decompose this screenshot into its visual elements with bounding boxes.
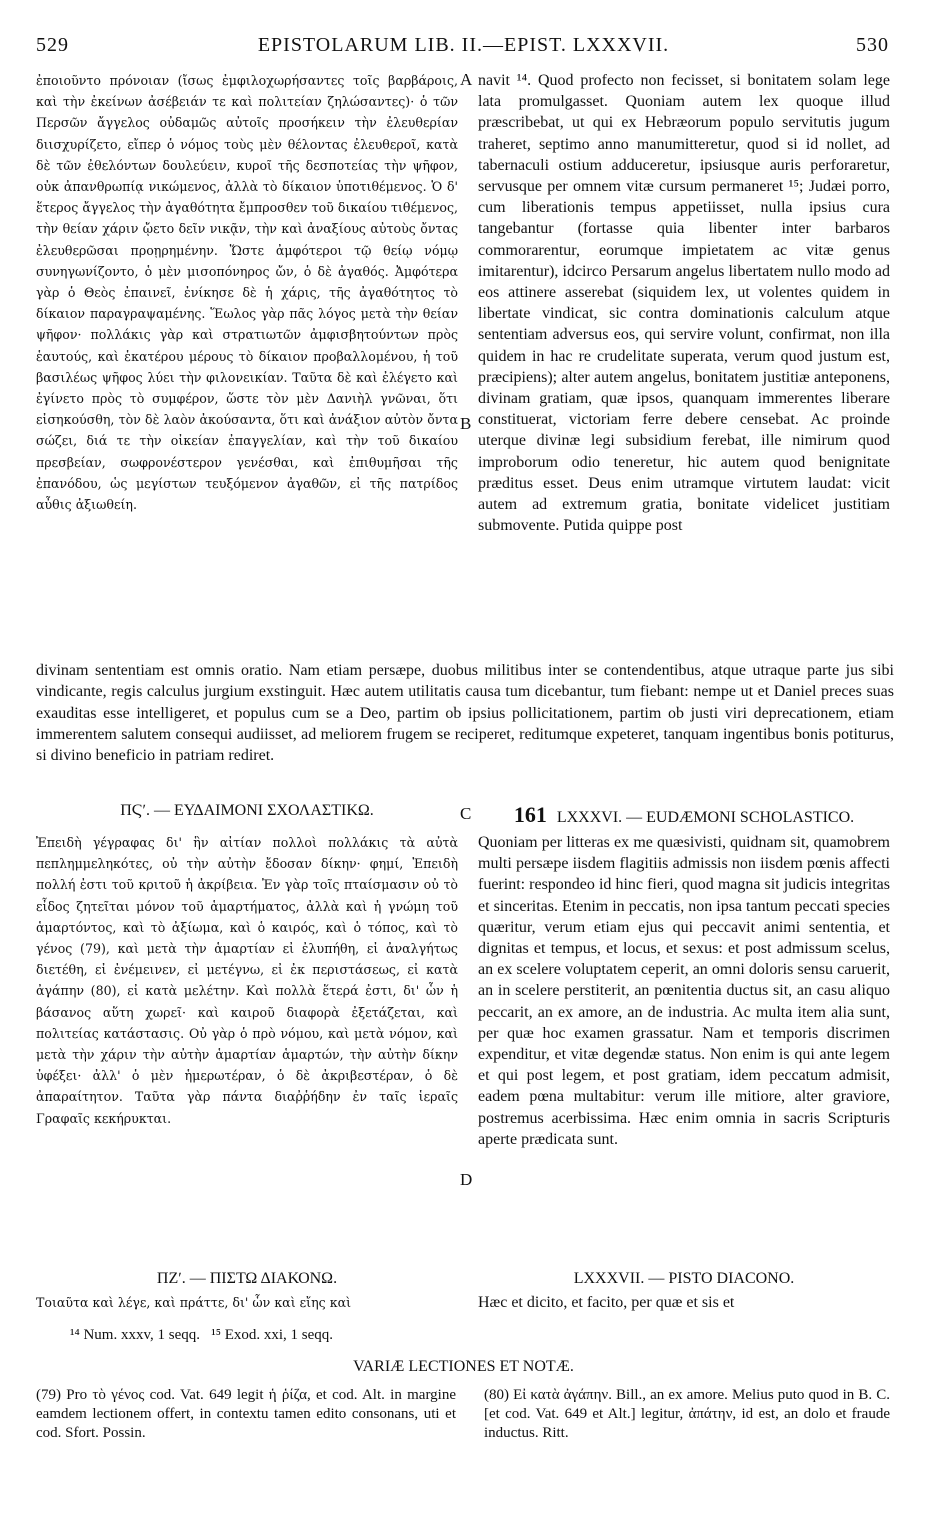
greek-heading-letter-86: ΠϚʹ. — ΕΥΔΑΙΜΟΝΙ ΣΧΟΛΑΣΤΙΚΩ. <box>120 802 374 819</box>
latin-heading-letter-86 <box>478 802 890 828</box>
scripture-references: ¹⁴ Num. xxxv, 1 seqq. ¹⁵ Exod. xxi, 1 seqq. <box>70 1327 334 1343</box>
margin-marker-c: C <box>460 804 472 823</box>
margin-marker-d: D <box>460 1170 473 1189</box>
latin-heading-text: LXXXVI. — EUDÆMONI SCHOLASTICO. <box>556 809 855 826</box>
greek-heading-letter-87: ΠΖʹ. — ΠΙΣΤΩ ΔΙΑΚΟΝΩ. <box>156 1270 338 1287</box>
latin-column-top: navit ¹⁴. Quod profecto non fecisset, si bonitatem solam lege lata promulgasset. Quoniam autem lex quoque illud præscribebat, ut qui ex Hebræorum populo servitutis jugum traheret, septimo anno manumitteretur, quod si id nollet, ad tabernaculi ostium adduceretur, ipsiusque auris perforaretur, servusque per omnem vitæ cursum permaneret ¹⁵; Judæi porro, cum liberationis tempus appetiisset, nulla ipsius cura tangebantur (fortasse quia libenter inter barbaros commorarentur, eorumque impietatem ac vitæ genus imitarentur), idcirco Persarum angelus libertatem nullo modo ad eos attinere asserebat (siquidem lex, ut volentes quidem in libertate vindicat, sic contra dominationis calculum atque sententiam adversus eos, qui servire volunt, confirmat, non illa quidem in hac re crudelitate superata, verum quod justum est, præcipiens); alter autem angelus, bonitatem justitiæ anteponens, divinam gratiam, quæ ipsos, quanquam immerentes liberare constituerat, victoriam ferre debere censebat. Ac proinde uterque divinæ legi subsidium ferebat, ille nimirum quod improborum odio teneretur, hic autem quod benignitate præditus esset. Deus enim utramque virtutem laudat: vicit autem ad extremum gratia, bonitate videlicet justitiam submovente. Putida quippe post <box>478 72 890 535</box>
notes-heading: VARIÆ LECTIONES ET NOTÆ. <box>353 1358 574 1375</box>
greek-body-letter-86: Ἐπειδὴ γέγραφας δι' ἣν αἰτίαν πολλοὶ πολλάκις τὰ αὐτὰ πεπλημμεληκότες, οὐ τὴν αὐτὴν ἔδοσαν δίκην· φημί, Ἐπειδὴ πολλή ἐστι τοῦ κριτοῦ ἡ ἀκρίβεια. Ἐν γὰρ τοῖς πταίσμασιν οὐ τὸ εἶδος ζητεῖται μόνον τοῦ ἁμαρτήματος, ἀλλὰ καὶ ἡ γνώμη τοῦ ἁμαρτόντος, καὶ τὸ ἀξίωμα, καὶ ὁ καιρός, καὶ ὁ τόπος, καὶ τὸ γένος (79), καὶ μετὰ τὴν ἁμαρτίαν εἰ ἐλυπήθη, εἰ ἀναλγήτως διετέθη, εἰ ἐνέμεινεν, εἰ μετέγνω, εἰ ἐκ περιστάσεως, εἰ κατὰ ἀγάπην (80), εἰ κατὰ μελέτην. Καὶ πολλὰ ἕτερά ἐστι, δι' ὧν ἡ βάσανος αὕτη χωρεῖ· καὶ καιροῦ διαφορὰ ἐξετάζεται, καὶ πολιτείας κατάστασις. Οὐ γὰρ ὁ πρὸ νόμου, καὶ μετὰ νόμον, καὶ μετὰ τὴν χάριν τὴν αὐτὴν ἁμαρτίαν ἁμαρτών, τὴν αὐτὴν δίκην ὑφέξει· ἀλλ' ὁ μὲν ἡμερωτέραν, ὁ δὲ ἀκριβεστέραν, ὁ δὲ ἀπαραίτητον. Ταῦτα γὰρ πάντα διαῤῥήδην ἐν ταῖς ἱεραῖς Γραφαῖς κεκήρυκται. <box>36 835 458 1126</box>
latin-body-letter-86: Quoniam per litteras ex me quæsivisti, quidnam sit, quamobrem multi persæpe iisdem flagitiis admissis non iisdem pœnis affecti fuerint: respondeo id hinc fieri, quod magna sit judicis integritas et sinceritas. Etenim in peccatis, non ipsa tantum peccati species quæritur, verum etiam ejus qui peccavit animi sententia, et dignitas et tempus, et locus, et sexus: et post admissum scelus, an ex scelere voluptatem ceperit, an omni doloris sensu caruerit, an in scelere perstiterit, an pœnitentia ductus sit, an casu aliquo peccarit, an ex amore, an de industria. Ac multa item alia sunt, per quæ hoc examen grassatur. Nam et temporis discrimen expenditur, et vitæ degendæ status. Non enim is qui ante legem et qui post legem, et post gratiam, idem peccatum admisit, eadem pœna multabitur: verum ille mitiore, alter graviore, postremus acerbissima. Hæc enim omnia in sacris Scripturis aperte prædicata sunt. <box>478 834 890 1148</box>
note-79: (79) Pro τὸ γένος cod. Vat. 649 legit ἡ ῥίζα, et cod. Alt. in margine eamdem lectionem offert, in contextu tamen edito consonans, uti et cod. Sfort. Possin. <box>36 1387 456 1441</box>
latin-continuation: divinam sententiam est omnis oratio. Nam etiam persæpe, duobus militibus inter se contendentibus, atque utraque parte jus sibi vindicante, regis calculus jurgium exstinguit. Hæc autem utilitatis causa tum dicebantur, tum fiebant: nempe ut et Daniel preces suas exauditas esse intelligeret, et populus cum se a Deo, partim ob ipsius pollicitationem, partim ob justi viri deprecationem, etiam immerentem salutem consequi audiisset, ad meliorem frugem se reciperet, reditumque expeteret, tanquam ingentibus bonis potiturus, si divino beneficio in patriam rediret. <box>36 662 894 765</box>
note-80: (80) Εἰ κατὰ ἀγάπην. Bill., an ex amore. Melius puto quod in B. C. [et cod. Vat. 649 et Alt.] legitur, ἀπάτην, id est, an dolo et fraude inductus. Ritt. <box>484 1387 890 1441</box>
margin-marker-b: B <box>460 414 472 433</box>
greek-body-letter-87: Τοιαῦτα καὶ λέγε, καὶ πράττε, δι' ὧν καὶ εἴης καὶ <box>36 1295 352 1310</box>
page-number-left: 529 <box>36 34 69 56</box>
column-number: 161 <box>513 802 547 827</box>
margin-marker-a: A <box>460 70 473 89</box>
greek-column-top: ἐποιοῦντο πρόνοιαν (ἴσως ἐμφιλοχωρήσαντες τοῖς βαρβάροις, καὶ τὴν ἐκείνων ἀσέβειάν τε καὶ πολιτείαν ζηλώσαντες)· ὁ τῶν Περσῶν ἄγγελος οὐδαμῶς αὐτοῖς προσήκειν τὴν ἐλευθερίαν διισχυρίζετο, εἴπερ ὁ νόμος τοὺς μὲν θέλοντας ἐλευθεροῖ, κατὰ δὲ τῶν ἐθελόντων δουλεύειν, κυροῖ τῆς δεσποτείας τὴν ψῆφον, οὐκ ἀπανθρωπίᾳ νικώμενος, ἀλλὰ τὸ δίκαιον ὑποτιθέμενος. Ὁ δ' ἕτερος ἄγγελος τὴν ἀγαθότητα ἔμπροσθεν τοῦ δικαίου τιθέμενος, τὴν θείαν χάριν ᾤετο δεῖν νικᾷν, τὴν καὶ ἀναξίους αὐτοὺς ὄντας ἐλευθερῶσαι προῃρημένην. Ὥστε ἀμφότεροι τῷ θείῳ νόμῳ συνηγωνίζοντο, ὁ μὲν μισοπόνηρος ὤν, ὁ δὲ ἀγαθός. Ἀμφότερα γὰρ ὁ Θεὸς ἐπαινεῖ, ἐνίκησε δὲ ἡ χάρις, τῆς ἀγαθότητος τὸ δίκαιον παραγραψαμένης. Ἕωλος γὰρ πᾶς λόγος μετὰ τὴν θείαν ψῆφον· πολλάκις γὰρ καὶ στρατιωτῶν ἀμφισβητούντων πρὸς ἑαυτούς, καὶ ἑκατέρου μέρους τὸ δίκαιον προβαλλομένου, ἡ τοῦ βασιλέως ψῆφος λύει τὴν φιλονεικίαν. Ταῦτα δὲ καὶ ἐλέγετο καὶ ἐγίνετο πρὸς τὸ συμφέρον, ὥστε τὸν μὲν Δανιὴλ γνῶναι, ὅτι εἰσηκούσθη, τὸν δὲ λαὸν ἀκούσαντα, ὅτι καὶ ἀνάξιον αὐτὸν ὄντα σώζει, διά τε τὴν οἰκείαν ἐπαγγελίαν, καὶ τὴν τοῦ δικαίου πρεσβείαν, σωφρονέστερον γενέσθαι, καὶ ἐπιθυμῆσαι τῆς ἐπανόδου, ὡς μεγίστων τευξόμενον ἀγαθῶν, εἰ τῆς πατρίδος αὖθις ἀξιωθείη. <box>36 73 458 513</box>
page-number-right: 530 <box>856 34 889 56</box>
latin-heading-letter-87: LXXXVII. — PISTO DIACONO. <box>573 1270 795 1287</box>
latin-body-letter-87: Hæc et dicito, et facito, per quæ et sis et <box>478 1294 735 1311</box>
running-title: EPISTOLARUM LIB. II.—EPIST. LXXXVII. <box>257 34 670 56</box>
